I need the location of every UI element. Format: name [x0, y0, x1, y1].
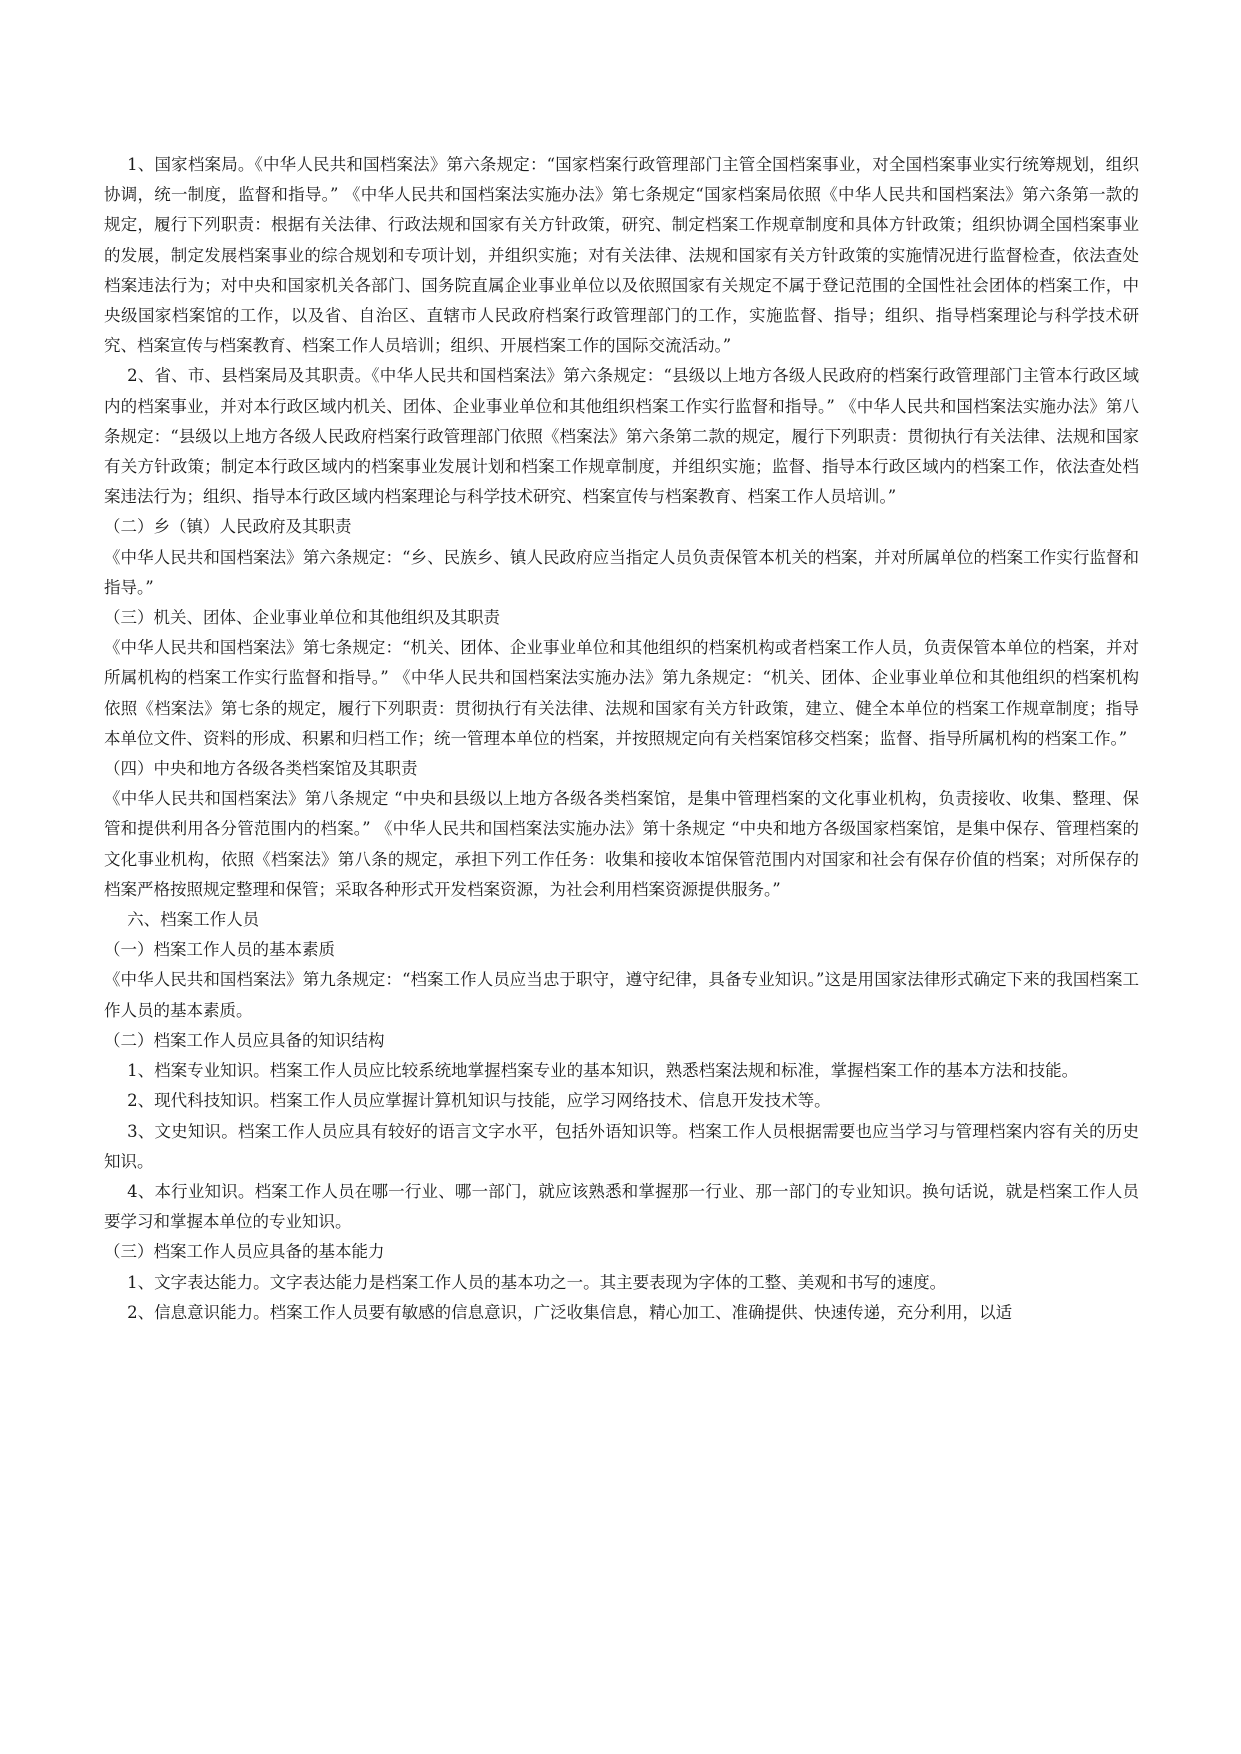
- heading-knowledge-structure: （二）档案工作人员应具备的知识结构: [104, 1030, 385, 1050]
- paragraph-professional-knowledge: 1、档案专业知识。档案工作人员应比较系统地掌握档案专业的基本知识，熟悉档案法规和标准，掌握档案工作的基本方法和技能。: [127, 1061, 1079, 1081]
- paragraph-provincial-archives-bureau: 2、省、市、县档案局及其职责。《中华人民共和国档案法》第六条规定：“县级以上地方各级人民政府的档案行政管理部门主管本行政区域内的档案事业，并对本行政区域内机关、团体、企业事业单位和其他组织档案工作实行监督和指导。” 《中华人民共和国档案法实施办法》第八条规定：“县级以上地方各级人民政府档案行政管理部门依照《档案法》第六条第二款的规定，履行下列职责：贯彻执行有关法律、法规和国家有关方针政策；制定本行政区域内的档案事业发展计划和档案工作规章制度，并组织实施；监督、指导本行政区域内的档案工作，依法查处档案违法行为；组织、指导本行政区域内档案理论与科学技术研究、档案宣传与档案教育、档案工作人员培训。”: [104, 366, 1139, 507]
- section-title-archives-staff: 六、档案工作人员: [127, 910, 260, 930]
- paragraph-writing-ability: 1、文字表达能力。文字表达能力是档案工作人员的基本功之一。其主要表现为字体的工整、美观和书写的速度。: [127, 1272, 947, 1292]
- paragraph-organizations: 《中华人民共和国档案法》第七条规定：“机关、团体、企业事业单位和其他组织的档案机构或者档案工作人员，负责保管本单位的档案，并对所属机构的档案工作实行监督和指导。” 《中华人民共和国档案法实施办法》第九条规定：“机关、团体、企业事业单位和其他组织的档案机构依照《档案法》第七条的规定，履行下列职责：贯彻执行有关法律、法规和国家有关方针政策，建立、健全本单位的档案工作规章制度；指导本单位文件、资料的形成、积累和归档工作；统一管理本单位的档案，并按照规定向有关档案馆移交档案；监督、指导所属机构的档案工作。”: [104, 638, 1139, 748]
- heading-basic-qualities: （一）档案工作人员的基本素质: [104, 940, 335, 960]
- paragraph-tech-knowledge: 2、现代科技知识。档案工作人员应掌握计算机知识与技能，应学习网络技术、信息开发技术等。: [127, 1091, 831, 1111]
- document-page: [104, 150, 1139, 1328]
- paragraph-literature-history-knowledge: 3、文史知识。档案工作人员应具有较好的语言文字水平，包括外语知识等。档案工作人员根据需要也应当学习与管理档案内容有关的历史知识。: [104, 1121, 1139, 1171]
- paragraph-national-archives-bureau: 1、国家档案局。《中华人民共和国档案法》第六条规定：“国家档案行政管理部门主管全国档案事业，对全国档案事业实行统筹规划，组织协调，统一制度，监督和指导。” 《中华人民共和国档案法实施办法》第七条规定“国家档案局依照《中华人民共和国档案法》第六条第一款的规定，履行下列职责：根据有关法律、行政法规和国家有关方针政策，研究、制定档案工作规章制度和具体方针政策；组织协调全国档案事业的发展，制定发展档案事业的综合规划和专项计划，并组织实施；对有关法律、法规和国家有关方针政策的实施情况进行监督检查，依法查处档案违法行为；对中央和国家机关各部门、国务院直属企业事业单位以及依照国家有关规定不属于登记范围的全国性社会团体的档案工作，中央级国家档案馆的工作，以及省、自治区、直辖市人民政府档案行政管理部门的工作，实施监督、指导；组织、指导档案理论与科学技术研究、档案宣传与档案教育、档案工作人员培训；组织、开展档案工作的国际交流活动。”: [104, 155, 1139, 356]
- paragraph-industry-knowledge: 4、本行业知识。档案工作人员在哪一行业、哪一部门，就应该熟悉和掌握那一行业、那一部门的专业知识。换句话说，就是档案工作人员要学习和掌握本单位的专业知识。: [104, 1181, 1139, 1232]
- paragraph-archives-institutions: 《中华人民共和国档案法》第八条规定 “中央和县级以上地方各级各类档案馆，是集中管理档案的文化事业机构，负责接收、收集、整理、保管和提供利用各分管范围内的档案。” 《中华人民共和国档案法实施办法》第十条规定 “中央和地方各级国家档案馆，是集中保存、管理档案的文化事业机构，依照《档案法》第八条的规定，承担下列工作任务：收集和接收本馆保管范围内对国家和社会有保存价值的档案；对所保存的档案严格按照规定整理和保管；采取各种形式开发档案资源，为社会利用档案资源提供服务。”: [104, 789, 1139, 899]
- paragraph-information-ability: 2、信息意识能力。档案工作人员要有敏感的信息意识，广泛收集信息，精心加工、准确提供、快速传递，充分利用，以适: [127, 1302, 1013, 1322]
- paragraph-township-government: 《中华人民共和国档案法》第六条规定：“乡、民族乡、镇人民政府应当指定人员负责保管本机关的档案，并对所属单位的档案工作实行监督和指导。”: [104, 547, 1139, 597]
- heading-township-government: （二）乡（镇）人民政府及其职责: [104, 517, 352, 537]
- paragraph-basic-qualities: 《中华人民共和国档案法》第九条规定：“档案工作人员应当忠于职守，遵守纪律，具备专业知识。”这是用国家法律形式确定下来的我国档案工作人员的基本素质。: [104, 970, 1139, 1020]
- heading-archives-institutions: （四）中央和地方各级各类档案馆及其职责: [104, 759, 418, 779]
- heading-basic-abilities: （三）档案工作人员应具备的基本能力: [104, 1242, 385, 1262]
- heading-organizations: （三）机关、团体、企业事业单位和其他组织及其职责: [104, 608, 500, 628]
